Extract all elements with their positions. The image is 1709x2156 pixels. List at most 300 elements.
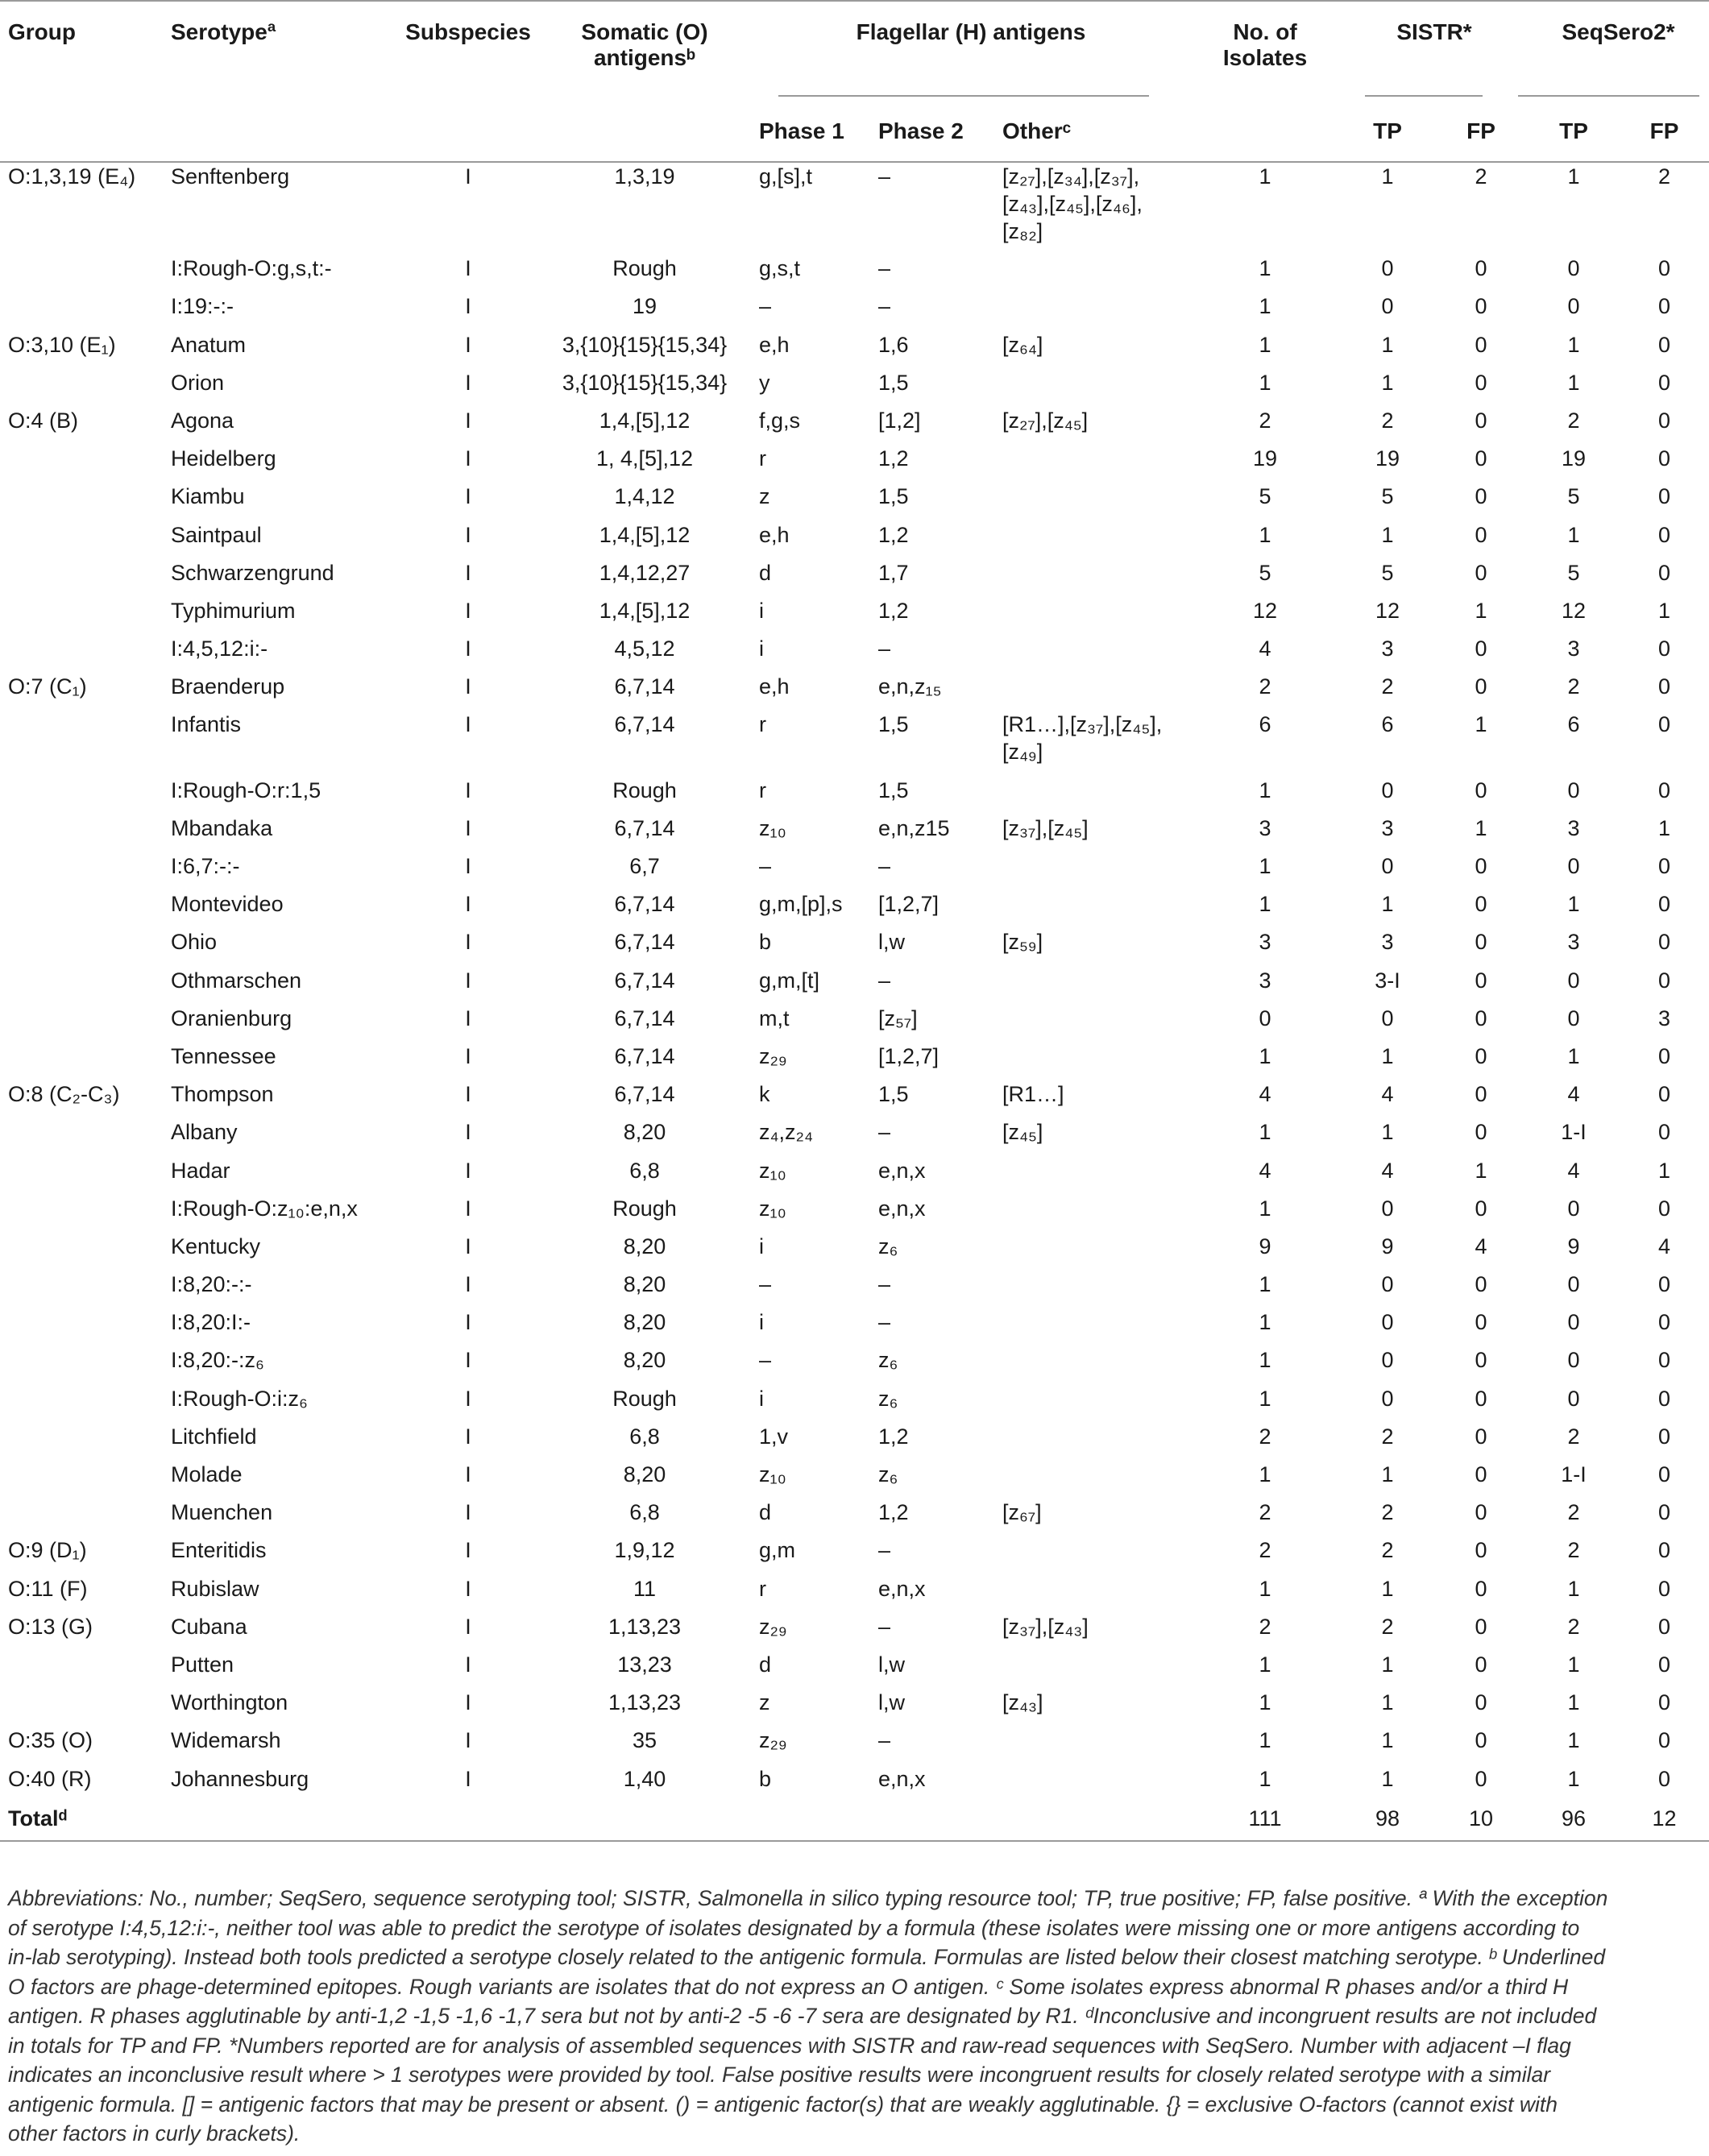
header-flagellar: Flagellar (H) antigens [856, 19, 1086, 44]
table-row [0, 711, 1709, 776]
phase1-cell: g,m [759, 1538, 796, 1563]
seqsero-tp-cell: 5 [1567, 560, 1580, 585]
subspecies-cell: I [465, 1196, 471, 1221]
somatic-cell: 1,4,12 [614, 484, 675, 509]
other-antigen-line: [R1…],[z₃₇],[z₄₅], [1002, 712, 1163, 737]
other-antigen-line: [z₂₇],[z₃₄],[z₃₇], [1002, 164, 1140, 189]
seqsero-fp-cell: 3 [1658, 1005, 1671, 1030]
phase2-cell: – [878, 164, 891, 189]
phase2-cell: l,w [878, 930, 905, 955]
seqsero-tp-cell: 6 [1567, 712, 1580, 737]
table-row [0, 445, 1709, 483]
serotype-cell: Kiambu [171, 484, 245, 509]
somatic-cell: 6,7,14 [614, 892, 675, 917]
seqsero-fp-cell: 0 [1658, 1043, 1671, 1068]
table-row [0, 1423, 1709, 1461]
phase1-cell: z₂₉ [759, 1728, 787, 1753]
phase1-cell: b [759, 930, 772, 955]
table-row [0, 815, 1709, 852]
phase2-cell: 1,2 [878, 522, 909, 547]
sistr-tp-cell: 1 [1381, 1576, 1394, 1601]
seqsero-fp-cell: 0 [1658, 968, 1671, 993]
seqsero-fp-cell: 4 [1658, 1233, 1671, 1258]
phase2-cell: – [878, 968, 891, 993]
header-isolates [1189, 1, 1341, 89]
seqsero-fp-cell: 0 [1658, 1386, 1671, 1411]
subspecies-cell: I [465, 484, 471, 509]
isolates-cell: 2 [1259, 408, 1271, 433]
sistr-fp-cell: 0 [1475, 1690, 1487, 1715]
seqsero-fp-cell: 0 [1658, 1196, 1671, 1221]
somatic-cell: 8,20 [623, 1462, 666, 1486]
serotype-cell: Orion [171, 370, 225, 395]
seqsero-fp-cell: 0 [1658, 408, 1671, 433]
table-row [0, 559, 1709, 597]
serotype-cell: Molade [171, 1462, 243, 1486]
group-cell [0, 369, 166, 407]
other-cell [996, 1080, 1189, 1118]
sistr-tp-cell: 19 [1375, 446, 1400, 471]
other-cell [996, 1689, 1189, 1727]
other-cell [996, 1613, 1189, 1651]
other-cell [996, 292, 1189, 330]
subspecies-cell: I [465, 294, 471, 319]
phase2-cell: – [878, 636, 891, 661]
total-seqsero-tp: 96 [1561, 1806, 1587, 1831]
phase1-cell: i [759, 636, 764, 661]
somatic-cell: 6,7,14 [614, 968, 675, 993]
subspecies-cell: I [465, 815, 471, 840]
other-cell [996, 1499, 1189, 1536]
other-cell [996, 673, 1189, 711]
serotype-cell: I:6,7:-:- [171, 854, 240, 878]
phase2-cell: [z₅₇] [878, 1005, 918, 1030]
group-cell [0, 255, 166, 292]
table-row [0, 1461, 1709, 1499]
phase1-cell: d [759, 1500, 772, 1525]
phase1-cell: i [759, 598, 764, 623]
other-antigen-line: [z₄₃],[z₄₅],[z₄₆], [1002, 192, 1143, 216]
phase1-cell: f,g,s [759, 408, 801, 433]
somatic-cell: 3,{10}{15}{15,34} [562, 332, 728, 357]
sistr-tp-cell: 4 [1381, 1082, 1394, 1107]
serotype-cell: Heidelberg [171, 446, 276, 471]
sistr-fp-cell: 0 [1475, 484, 1487, 509]
header-group: Group [8, 19, 76, 44]
total-label: Totalᵈ [8, 1806, 68, 1831]
isolates-cell: 4 [1259, 1158, 1271, 1183]
subspecies-cell: I [465, 712, 471, 737]
sistr-fp-cell: 0 [1475, 968, 1487, 993]
sistr-fp-cell: 1 [1475, 712, 1487, 737]
header-sistr-tp: TP [1373, 118, 1402, 143]
table-row [0, 162, 1709, 255]
header-other: Otherᶜ [1002, 118, 1072, 143]
serotype-cell: Montevideo [171, 892, 284, 917]
table-row [0, 1005, 1709, 1043]
sistr-tp-cell: 0 [1381, 1272, 1394, 1297]
seqsero-fp-cell: 0 [1658, 332, 1671, 357]
group-cell [0, 815, 166, 852]
table-row [0, 673, 1709, 711]
group-cell [0, 967, 166, 1005]
subspecies-cell: I [465, 1120, 471, 1145]
seqsero-fp-cell: 0 [1658, 854, 1671, 878]
phase1-cell: r [759, 1576, 766, 1601]
table-footnote [8, 1884, 1700, 2149]
group-cell [0, 1423, 166, 1461]
somatic-cell: 19 [632, 294, 657, 319]
seqsero-tp-cell: 2 [1567, 1538, 1580, 1563]
subspecies-cell: I [465, 1728, 471, 1753]
sistr-fp-cell: 0 [1475, 1386, 1487, 1411]
sistr-fp-cell: 0 [1475, 1005, 1487, 1030]
isolates-cell: 1 [1259, 1576, 1271, 1601]
seqsero-tp-cell: 4 [1567, 1082, 1580, 1107]
sistr-tp-cell: 1 [1381, 370, 1394, 395]
other-cell [996, 1195, 1189, 1233]
sistr-tp-cell: 3-I [1375, 968, 1400, 993]
other-antigen-line: [z₆₇] [1002, 1500, 1042, 1525]
sistr-tp-cell: 1 [1381, 522, 1394, 547]
other-cell [996, 1651, 1189, 1689]
isolates-cell: 1 [1259, 1272, 1271, 1297]
isolates-cell: 1 [1259, 370, 1271, 395]
header-subspecies: Subspecies [405, 19, 531, 44]
table-row [0, 331, 1709, 369]
subspecies-cell: I [465, 636, 471, 661]
serotype-cell: Thompson [171, 1082, 274, 1107]
isolates-cell: 3 [1259, 815, 1271, 840]
seqsero-tp-cell: 3 [1567, 636, 1580, 661]
total-sistr-tp: 98 [1375, 1806, 1400, 1831]
phase2-cell: e,n,x [878, 1766, 926, 1791]
somatic-cell: Rough [612, 256, 677, 281]
table-row [0, 369, 1709, 407]
sistr-fp-cell: 0 [1475, 560, 1487, 585]
other-antigen-line: [z₃₇],[z₄₅] [1002, 815, 1089, 840]
somatic-cell: 1,4,[5],12 [599, 408, 691, 433]
seqsero-tp-cell: 9 [1567, 1233, 1580, 1258]
group-cell [0, 1233, 166, 1271]
other-cell [996, 852, 1189, 890]
group-cell [0, 852, 166, 890]
sistr-tp-cell: 2 [1381, 408, 1394, 433]
sistr-tp-cell: 3 [1381, 636, 1394, 661]
seqsero-fp-cell: 0 [1658, 370, 1671, 395]
sistr-fp-cell: 0 [1475, 1462, 1487, 1486]
group-cell [0, 1346, 166, 1384]
sistr-tp-cell: 0 [1381, 854, 1394, 878]
sistr-fp-cell: 0 [1475, 777, 1487, 802]
other-cell [996, 1005, 1189, 1043]
sistr-tp-cell: 1 [1381, 892, 1394, 917]
phase1-cell: z₄,z₂₄ [759, 1120, 814, 1145]
phase2-cell: l,w [878, 1652, 905, 1677]
phase1-cell: i [759, 1233, 764, 1258]
isolates-cell: 1 [1259, 1766, 1271, 1791]
table-row [0, 1195, 1709, 1233]
other-cell [996, 1271, 1189, 1308]
phase2-cell: [1,2] [878, 408, 921, 433]
sistr-tp-cell: 0 [1381, 1386, 1394, 1411]
table-row [0, 597, 1709, 635]
phase2-cell: – [878, 1538, 891, 1563]
phase1-cell: – [759, 294, 772, 319]
seqsero-tp-cell: 0 [1567, 294, 1580, 319]
table-row [0, 521, 1709, 559]
group-cell: O:35 (O) [8, 1728, 93, 1753]
sistr-fp-cell: 0 [1475, 930, 1487, 955]
seqsero-tp-cell: 0 [1567, 1348, 1580, 1373]
table-row [0, 1765, 1709, 1803]
subspecies-cell: I [465, 674, 471, 699]
sistr-fp-cell: 0 [1475, 1043, 1487, 1068]
sistr-fp-cell: 1 [1475, 598, 1487, 623]
subspecies-cell: I [465, 854, 471, 878]
seqsero-tp-cell: 1 [1567, 164, 1580, 189]
sistr-tp-cell: 2 [1381, 1614, 1394, 1639]
table-row [0, 890, 1709, 928]
phase1-cell: b [759, 1766, 772, 1791]
seqsero-tp-cell: 3 [1567, 815, 1580, 840]
isolates-cell: 1 [1259, 1690, 1271, 1715]
seqsero-tp-cell: 0 [1567, 1272, 1580, 1297]
sistr-tp-cell: 0 [1381, 256, 1394, 281]
somatic-cell: 13,23 [617, 1652, 672, 1677]
footnote-line: in-lab serotyping). Instead both tools predicted a serotype closely related to the antigenic formula. Formulas are listed below their closest matching serotype. ᵇ Underlined [8, 1945, 1606, 1969]
phase2-cell: 1,2 [878, 598, 909, 623]
sistr-fp-cell: 0 [1475, 892, 1487, 917]
isolates-cell: 4 [1259, 1082, 1271, 1107]
somatic-cell: 3,{10}{15}{15,34} [562, 370, 728, 395]
serotype-cell: I:Rough-O:g,s,t:- [171, 256, 332, 281]
seqsero-fp-cell: 0 [1658, 1766, 1671, 1791]
table-row [0, 1157, 1709, 1195]
group-cell: O:13 (G) [8, 1614, 93, 1639]
seqsero-tp-cell: 0 [1567, 1005, 1580, 1030]
serotype-cell: I:Rough-O:i:z₆ [171, 1386, 308, 1411]
phase1-cell: i [759, 1386, 764, 1411]
seqsero-tp-cell: 1-I [1561, 1462, 1587, 1486]
group-cell [0, 1651, 166, 1689]
subspecies-cell: I [465, 1462, 471, 1486]
isolates-cell: 2 [1259, 674, 1271, 699]
other-cell [996, 1461, 1189, 1499]
isolates-cell: 19 [1252, 446, 1278, 471]
phase2-cell: 1,7 [878, 560, 909, 585]
somatic-cell: 1,9,12 [614, 1538, 675, 1563]
other-antigen-line: [z₃₇],[z₄₃] [1002, 1614, 1089, 1639]
isolates-cell: 1 [1259, 777, 1271, 802]
sistr-fp-cell: 0 [1475, 1652, 1487, 1677]
isolates-cell: 1 [1259, 1652, 1271, 1677]
other-cell [996, 1423, 1189, 1461]
sistr-tp-cell: 12 [1375, 598, 1400, 623]
serotype-cell: Albany [171, 1120, 238, 1145]
serotype-cell: Hadar [171, 1158, 230, 1183]
isolates-cell: 1 [1259, 332, 1271, 357]
seqsero-fp-cell: 0 [1658, 1500, 1671, 1525]
sistr-fp-cell: 0 [1475, 1082, 1487, 1107]
phase1-cell: d [759, 560, 772, 585]
subspecies-cell: I [465, 560, 471, 585]
serotype-cell: Typhimurium [171, 598, 296, 623]
sistr-tp-cell: 1 [1381, 1462, 1394, 1486]
group-cell [0, 1308, 166, 1346]
group-cell [0, 1043, 166, 1080]
serotype-cell: Litchfield [171, 1424, 257, 1449]
phase2-cell: 1,2 [878, 1500, 909, 1525]
seqsero-tp-cell: 0 [1567, 854, 1580, 878]
phase2-cell: e,n,x [878, 1158, 926, 1183]
sistr-fp-cell: 0 [1475, 332, 1487, 357]
footnote-line: in totals for TP and FP. *Numbers reported are for analysis of assembled sequences with SISTR and raw-read sequences with SeqSero. Number with adjacent –I flag [8, 2033, 1571, 2058]
other-antigen-line: [R1…] [1002, 1082, 1064, 1107]
other-cell [996, 162, 1189, 255]
isolates-cell: 1 [1259, 256, 1271, 281]
table-row [0, 928, 1709, 966]
serotype-cell: I:4,5,12:i:- [171, 636, 268, 661]
sistr-fp-cell: 0 [1475, 1310, 1487, 1335]
table-row [0, 1346, 1709, 1384]
seqsero-header-rule [1518, 95, 1699, 97]
sistr-tp-cell: 0 [1381, 777, 1394, 802]
group-cell [0, 483, 166, 520]
sistr-tp-cell: 3 [1381, 930, 1394, 955]
group-cell [0, 711, 166, 776]
header-phase2: Phase 2 [878, 118, 964, 143]
sistr-fp-cell: 0 [1475, 1196, 1487, 1221]
sistr-fp-cell: 0 [1475, 370, 1487, 395]
subspecies-cell: I [465, 892, 471, 917]
somatic-cell: 1,40 [623, 1766, 666, 1791]
sistr-fp-cell: 0 [1475, 1348, 1487, 1373]
group-cell [0, 1118, 166, 1156]
sistr-tp-cell: 1 [1381, 1120, 1394, 1145]
isolates-cell: 1 [1259, 1348, 1271, 1373]
subspecies-cell: I [465, 1005, 471, 1030]
other-antigen-line: [z₂₇],[z₄₅] [1002, 408, 1089, 433]
sistr-fp-cell: 0 [1475, 1538, 1487, 1563]
other-cell [996, 483, 1189, 520]
isolates-cell: 1 [1259, 1462, 1271, 1486]
somatic-cell: 1, 4,[5],12 [595, 446, 694, 471]
other-antigen-line: [z₈₂] [1002, 219, 1043, 243]
seqsero-fp-cell: 1 [1658, 815, 1671, 840]
phase1-cell: k [759, 1082, 770, 1107]
serotype-cell: Agona [171, 408, 234, 433]
subspecies-cell: I [465, 1043, 471, 1068]
group-cell [0, 777, 166, 815]
sistr-fp-cell: 0 [1475, 522, 1487, 547]
phase1-cell: – [759, 1272, 772, 1297]
seqsero-tp-cell: 1 [1567, 1652, 1580, 1677]
seqsero-fp-cell: 0 [1658, 930, 1671, 955]
subspecies-cell: I [465, 1158, 471, 1183]
seqsero-fp-cell: 0 [1658, 1576, 1671, 1601]
header-seqsero-fp: FP [1649, 118, 1679, 143]
serotype-cell: Muenchen [171, 1500, 273, 1525]
sistr-fp-cell: 0 [1475, 1272, 1487, 1297]
sistr-fp-cell: 0 [1475, 408, 1487, 433]
total-sistr-fp: 10 [1468, 1806, 1494, 1831]
phase1-cell: – [759, 854, 772, 878]
seqsero-fp-cell: 0 [1658, 1690, 1671, 1715]
other-cell [996, 1765, 1189, 1803]
group-cell [0, 1461, 166, 1499]
somatic-cell: Rough [612, 1196, 677, 1221]
somatic-cell: Rough [612, 1386, 677, 1411]
seqsero-tp-cell: 2 [1567, 1614, 1580, 1639]
serotype-cell: Enteritidis [171, 1538, 267, 1563]
other-cell [996, 928, 1189, 966]
phase2-cell: 1,5 [878, 1082, 909, 1107]
other-cell [996, 1575, 1189, 1613]
somatic-cell: 1,13,23 [608, 1690, 682, 1715]
footnote-line: indicates an inconclusive result where > 1 serotypes were provided by tool. False positive results were incongruent results for closely related serotype with a similar [8, 2063, 1551, 2087]
table-row [0, 1233, 1709, 1271]
header-sistr-fp: FP [1466, 118, 1495, 143]
serotype-cell: Braenderup [171, 674, 285, 699]
isolates-cell: 5 [1259, 560, 1271, 585]
sistr-fp-cell: 0 [1475, 854, 1487, 878]
sistr-tp-cell: 0 [1381, 294, 1394, 319]
group-cell: O:7 (C₁) [8, 674, 87, 699]
seqsero-fp-cell: 0 [1658, 712, 1671, 737]
other-cell [996, 1536, 1189, 1574]
footnote-line: Abbreviations: No., number; SeqSero, sequence serotyping tool; SISTR, Salmonella in silico typing resource tool; TP, true positive; FP, false positive. ª With the exception [8, 1886, 1608, 1910]
subspecies-cell: I [465, 1082, 471, 1107]
subspecies-cell: I [465, 1614, 471, 1639]
sistr-tp-cell: 0 [1381, 1005, 1394, 1030]
subspecies-cell: I [465, 164, 471, 189]
header-somatic-line1: Somatic (O) [581, 19, 708, 44]
other-cell [996, 1043, 1189, 1080]
serotype-cell: Oranienburg [171, 1005, 292, 1030]
phase2-cell: 1,5 [878, 370, 909, 395]
seqsero-fp-cell: 0 [1658, 1462, 1671, 1486]
subspecies-cell: I [465, 1424, 471, 1449]
table-row [0, 292, 1709, 330]
other-cell [996, 1727, 1189, 1764]
serotype-cell: I:Rough-O:z₁₀:e,n,x [171, 1196, 358, 1221]
table-row [0, 967, 1709, 1005]
phase1-cell: e,h [759, 674, 790, 699]
seqsero-fp-cell: 0 [1658, 892, 1671, 917]
other-cell [996, 445, 1189, 483]
seqsero-tp-cell: 2 [1567, 674, 1580, 699]
phase1-cell: z [759, 1690, 770, 1715]
sistr-tp-cell: 2 [1381, 1538, 1394, 1563]
group-cell [0, 1499, 166, 1536]
other-cell [996, 815, 1189, 852]
somatic-cell: 6,7,14 [614, 1005, 675, 1030]
subspecies-cell: I [465, 1538, 471, 1563]
other-cell [996, 1346, 1189, 1384]
serotype-cell: Rubislaw [171, 1576, 259, 1601]
serotype-cell: Cubana [171, 1614, 247, 1639]
sistr-tp-cell: 5 [1381, 484, 1394, 509]
table-row [0, 1689, 1709, 1727]
sistr-tp-cell: 4 [1381, 1158, 1394, 1183]
somatic-cell: 8,20 [623, 1120, 666, 1145]
sistr-fp-cell: 0 [1475, 1614, 1487, 1639]
somatic-cell: 8,20 [623, 1233, 666, 1258]
footnote-line: of serotype I:4,5,12:i:-, neither tool was able to predict the serotype of isolates designated by a formula (these isolates were missing one or more antigens according to [8, 1915, 1580, 1940]
seqsero-tp-cell: 0 [1567, 968, 1580, 993]
seqsero-tp-cell: 1 [1567, 1043, 1580, 1068]
